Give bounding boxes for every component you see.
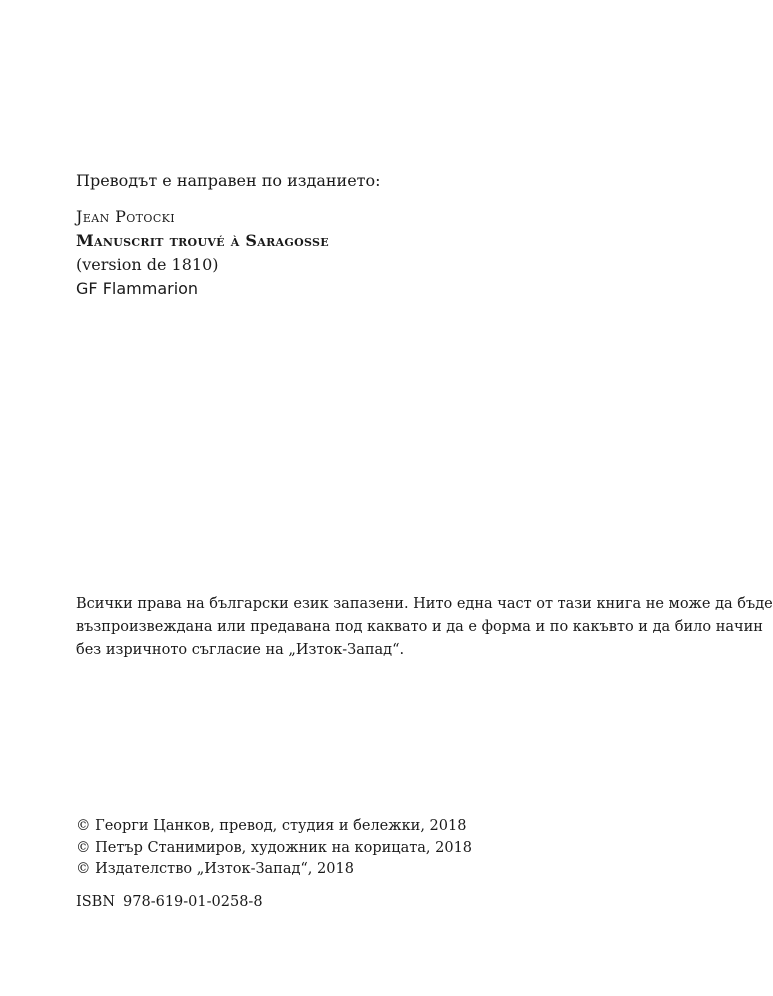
- original-author: Jean Potocki: [76, 207, 176, 226]
- copyright-publisher: © Издателство „Изток-Запад“, 2018: [76, 861, 354, 877]
- rights-notice-line: Всички права на български език запазени. Нито една част от тази книга не може да бъде: [76, 596, 773, 612]
- isbn-number: 978-619-01-0258-8: [123, 894, 263, 910]
- translation-source-intro: Преводът е направен по изданието:: [76, 171, 381, 190]
- original-version: (version de 1810): [76, 255, 219, 274]
- original-title: Manuscrit trouvé à Saragosse: [76, 231, 329, 250]
- copyright-cover-artist: © Петър Станимиров, художник на корицата, 2018: [76, 839, 473, 856]
- original-edition-block: [76, 205, 636, 301]
- copyright-translator: © Георги Цанков, превод, студия и бележки, 2018: [76, 818, 467, 834]
- copyright-block: [76, 816, 636, 881]
- isbn-label: ISBN: [76, 894, 116, 910]
- original-publisher: GF Flammarion: [76, 279, 199, 298]
- rights-notice: [76, 593, 773, 662]
- rights-notice-line: без изричното съгласие на „Изток-Запад“.: [76, 642, 405, 658]
- isbn: [76, 892, 263, 913]
- rights-notice-line: възпроизвеждана или предавана под каквато и да е форма и по какъвто и да било начин: [76, 619, 763, 635]
